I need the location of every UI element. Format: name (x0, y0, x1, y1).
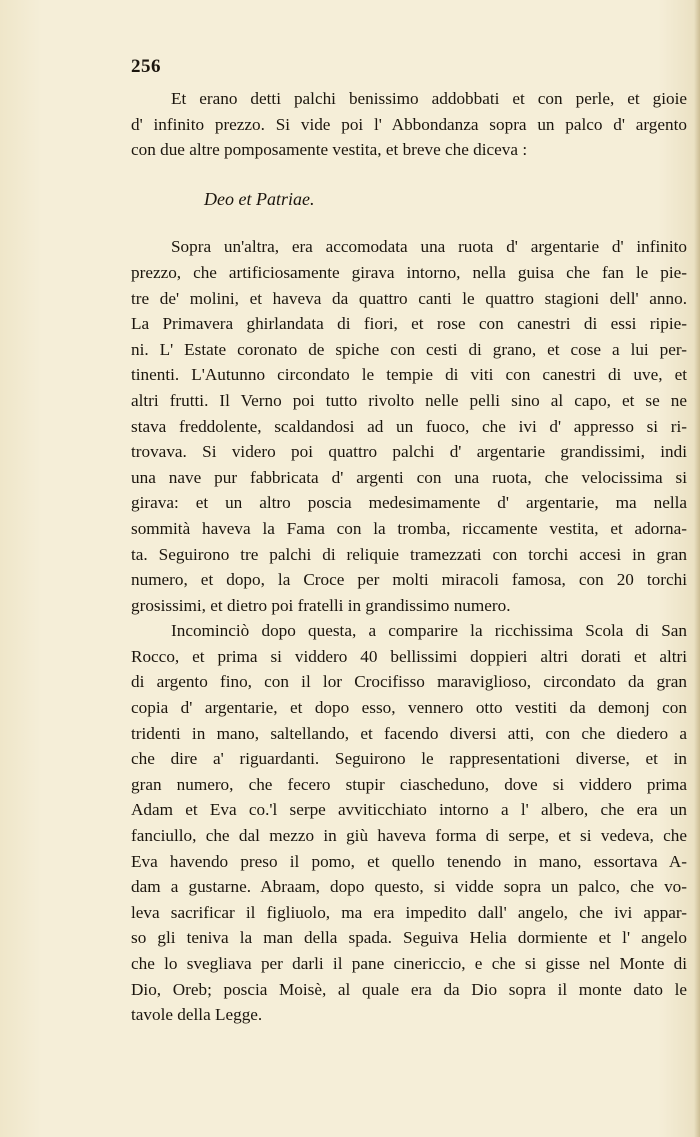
text-line: tre de' molini, et haveva da quattro canti le quattro stagioni dell' anno. (131, 288, 687, 308)
text-line: Eva havendo preso il pomo, et quello tenendo in mano, essortava A- (131, 851, 687, 871)
page-text (131, 86, 687, 1028)
text-line: trovava. Si videro poi quattro palchi d' argentarie grandissimi, indi (131, 442, 687, 462)
text-line: grosissimi, et dietro poi fratelli in grandissimo numero. (131, 595, 511, 615)
text-line: prezzo, che artificiosamente girava intorno, nella guisa che fan le pie- (131, 262, 687, 282)
page-edge-shadow (694, 0, 700, 1137)
text-line: che dire a' riguardanti. Seguirono le rappresentationi diverse, et in (131, 749, 687, 769)
page-number: 256 (131, 56, 161, 77)
text-line: Incominciò dopo questa, a comparire la ricchissima Scola di San (171, 621, 687, 641)
text-line: ni. L' Estate coronato de spiche con cesti di grano, et cose a lui per- (131, 339, 687, 359)
text-line: numero, et dopo, la Croce per molti miracoli famosa, con 20 torchi (131, 570, 687, 590)
text-line: leva sacrificar il figliuolo, ma era impedito dall' angelo, che ivi appar- (131, 902, 687, 922)
text-line: con due altre pomposamente vestita, et breve che diceva : (131, 140, 528, 160)
text-line: una nave pur fabbricata d' argenti con una ruota, che velocissima si (131, 467, 687, 487)
motto: Deo et Patriae. (204, 188, 315, 209)
text-line: di argento fino, con il lor Crocifisso maraviglioso, circondato da gran (131, 672, 687, 692)
text-line: fanciullo, che dal mezzo in giù haveva forma di serpe, et si vedeva, che (131, 826, 687, 846)
text-line: che lo svegliava per darli il pane cinericcio, e che si gisse nel Monte di (131, 954, 687, 973)
text-line: Et erano detti palchi benissimo addobbati et con perle, et gioie (171, 89, 687, 108)
text-line: stava freddolente, scaldandosi ad un fuoco, che ivi d' appresso si ri- (131, 416, 687, 436)
text-line: girava: et un altro poscia medesimamente d' argentarie, ma nella (131, 493, 687, 513)
text-line: so gli teniva la man della spada. Seguiva Helia dormiente et l' angelo (131, 928, 687, 948)
text-line: ta. Seguirono tre palchi di reliquie tramezzati con torchi accesi in gran (131, 544, 687, 564)
text-line: tavole della Legge. (131, 1005, 263, 1025)
text-line: dam a gustarne. Abraam, dopo questo, si vidde sopra un palco, che vo- (131, 877, 687, 897)
text-line: La Primavera ghirlandata di fiori, et rose con canestri di essi ripie- (131, 314, 687, 334)
text-line: sommità haveva la Fama con la tromba, riccamente vestita, et adorna- (131, 518, 687, 538)
text-line: Sopra un'altra, era accomodata una ruota d' argentarie d' infinito (171, 237, 687, 257)
text-line: Dio, Oreb; poscia Moisè, al quale era da Dio sopra il monte dato le (131, 979, 687, 999)
text-line: tridenti in mano, saltellando, et facendo diversi atti, con che diedero a (131, 723, 687, 743)
text-line: d' infinito prezzo. Si vide poi l' Abbondanza sopra un palco d' argento (131, 114, 687, 134)
text-line: Adam et Eva co.'l serpe avviticchiato intorno a l' albero, che era un (131, 800, 687, 820)
text-line: tinenti. L'Autunno circondato le tempie di viti con canestri di uve, et (131, 365, 687, 385)
text-line: altri frutti. Il Verno poi tutto rivolto nelle pelli sino al capo, et se ne (131, 390, 687, 410)
text-line: copia d' argentarie, et dopo esso, vennero otto vestiti da demonj con (131, 698, 687, 718)
text-line: gran numero, che fecero stupir ciascheduno, dove si viddero prima (131, 774, 687, 794)
text-line: Rocco, et prima si viddero 40 bellissimi doppieri altri dorati et altri (131, 646, 687, 666)
